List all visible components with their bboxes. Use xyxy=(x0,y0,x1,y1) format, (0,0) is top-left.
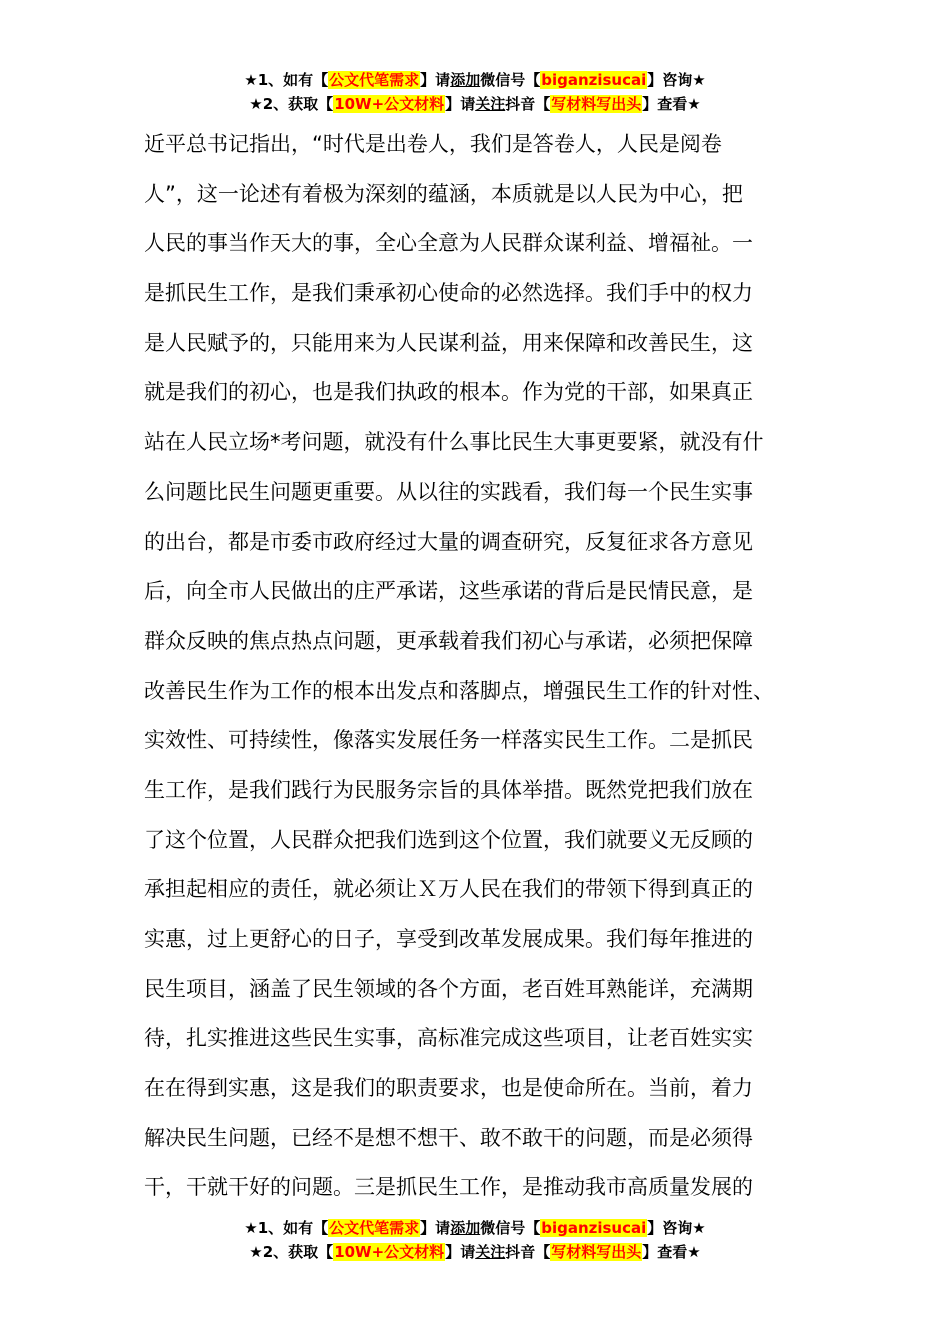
text-line: 是人民赋予的，只能用来为人民谋利益，用来保障和改善民生，这 xyxy=(144,330,753,355)
footer-banner xyxy=(0,1216,950,1264)
text-line: 就是我们的初心，也是我们执政的根本。作为党的干部，如果真正 xyxy=(144,380,753,405)
banner-text: 微信号【 xyxy=(480,71,541,89)
text-line: 民生项目，涵盖了民生领域的各个方面，老百姓耳熟能详，充满期 xyxy=(144,976,753,1001)
banner-text: ★2、获取【 xyxy=(249,1243,334,1261)
text-line: 生工作，是我们践行为民服务宗旨的具体举措。既然党把我们放在 xyxy=(144,777,753,802)
banner-highlight: biganzisucai xyxy=(541,1219,647,1237)
banner-highlight: 公文代笔需求 xyxy=(329,71,420,89)
banner-text: 】咨询★ xyxy=(647,1219,706,1237)
banner-highlight: 写材料写出头 xyxy=(551,1243,642,1261)
text-line: 干，干就干好的问题。三是抓民生工作，是推动我市高质量发展的 xyxy=(144,1175,753,1200)
banner-text: ★2、获取【 xyxy=(249,95,334,113)
banner-line-1 xyxy=(0,68,950,92)
text-line: 近平总书记指出，“时代是出卷人，我们是答卷人，人民是阅卷 xyxy=(144,132,722,156)
text-line: 了这个位置，人民群众把我们选到这个位置，我们就要义无反顾的 xyxy=(144,827,753,852)
text-line: 承担起相应的责任，就必须让Ｘ万人民在我们的带领下得到真正的 xyxy=(144,877,753,902)
text-line: 站在人民立场*考问题，就没有什么事比民生大事更要紧，就没有什 xyxy=(144,430,764,455)
banner-text: 抖音【 xyxy=(505,95,551,113)
banner-text: 】请 xyxy=(420,1219,451,1237)
banner-highlight: 公文代笔需求 xyxy=(329,1219,420,1237)
text-line: 实效性、可持续性，像落实发展任务一样落实民生工作。二是抓民 xyxy=(144,728,753,753)
header-banner xyxy=(0,68,950,116)
text-line: 群众反映的焦点热点问题，更承载着我们初心与承诺，必须把保障 xyxy=(144,628,753,653)
banner-underline: 关注 xyxy=(475,1243,506,1261)
banner-text: 】请 xyxy=(445,95,476,113)
banner-underline: 关注 xyxy=(475,95,506,113)
banner-highlight: 10W+公文材料 xyxy=(334,95,445,113)
banner-text: 】查看★ xyxy=(642,95,701,113)
banner-underline: 添加 xyxy=(450,71,481,89)
banner-text: 微信号【 xyxy=(480,1219,541,1237)
banner-text: 】请 xyxy=(445,1243,476,1261)
document-body xyxy=(144,120,824,1213)
banner-text: 】查看★ xyxy=(642,1243,701,1261)
text-line: 待，扎实推进这些民生实事，高标准完成这些项目，让老百姓实实 xyxy=(144,1026,753,1051)
banner-text: ★1、如有【 xyxy=(244,1219,329,1237)
banner-line-1 xyxy=(0,1216,950,1240)
text-line: 人”，这一论述有着极为深刻的蕴涵，本质就是以人民为中心，把 xyxy=(144,181,743,206)
banner-text: 】咨询★ xyxy=(647,71,706,89)
banner-underline: 添加 xyxy=(450,1219,481,1237)
banner-line-2 xyxy=(0,92,950,116)
text-line: 么问题比民生问题更重要。从以往的实践看，我们每一个民生实事 xyxy=(144,479,753,504)
banner-text: ★1、如有【 xyxy=(244,71,329,89)
banner-highlight: 10W+公文材料 xyxy=(334,1243,445,1261)
banner-highlight: 写材料写出头 xyxy=(551,95,642,113)
banner-highlight: biganzisucai xyxy=(541,71,647,89)
text-line: 实惠，过上更舒心的日子，享受到改革发展成果。我们每年推进的 xyxy=(144,927,753,951)
text-line: 后，向全市人民做出的庄严承诺，这些承诺的背后是民情民意，是 xyxy=(144,579,753,604)
text-line: 改善民生作为工作的根本出发点和落脚点，增强民生工作的针对性、 xyxy=(144,678,774,703)
text-line: 是抓民生工作，是我们秉承初心使命的必然选择。我们手中的权力 xyxy=(144,281,753,306)
text-line: 解决民生问题，已经不是想不想干、敢不敢干的问题，而是必须得 xyxy=(144,1125,753,1150)
banner-line-2 xyxy=(0,1240,950,1264)
banner-text: 抖音【 xyxy=(505,1243,551,1261)
banner-text: 】请 xyxy=(420,71,451,89)
text-line: 的出台，都是市委市政府经过大量的调查研究，反复征求各方意见 xyxy=(144,529,753,554)
text-line: 人民的事当作天大的事，全心全意为人民群众谋利益、增福祉。一 xyxy=(144,231,753,256)
text-line: 在在得到实惠，这是我们的职责要求，也是使命所在。当前，着力 xyxy=(144,1076,753,1101)
